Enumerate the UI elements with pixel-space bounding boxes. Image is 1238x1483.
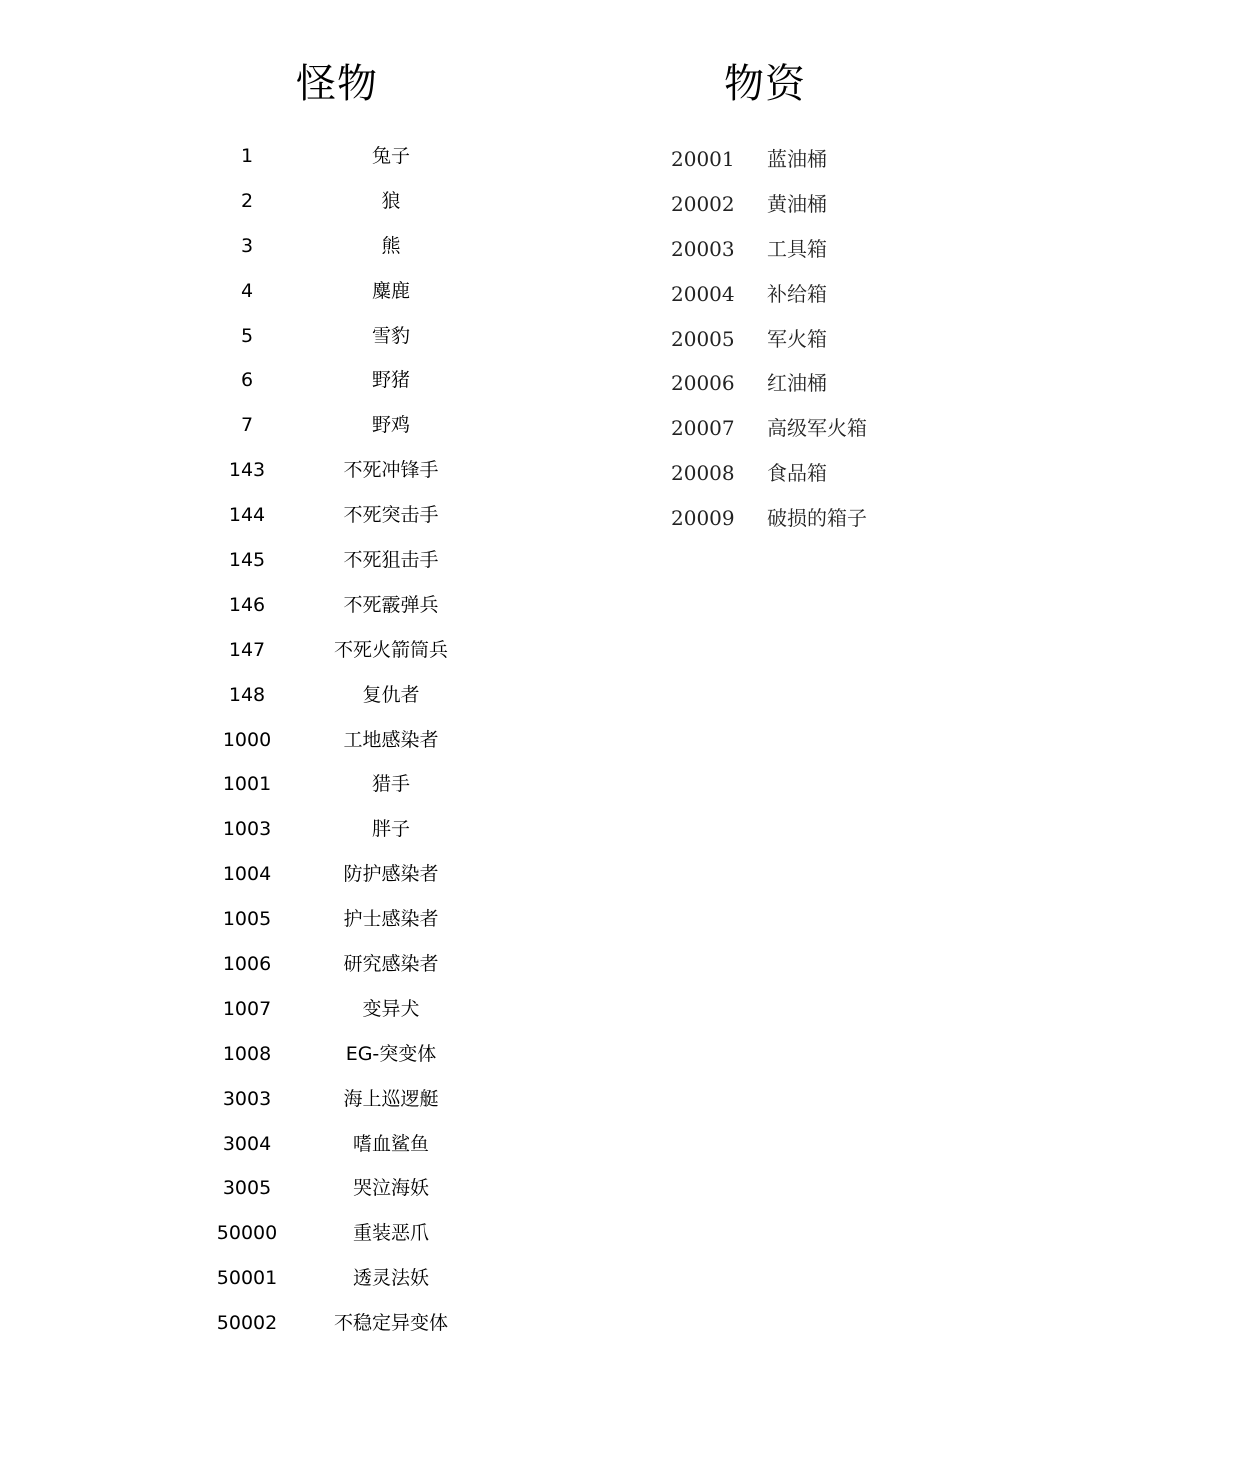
supply-id: 20004: [671, 281, 735, 306]
supply-name: 补给箱: [767, 281, 827, 306]
monster-id: 1008: [222, 1042, 272, 1065]
table-row: [0, 460, 1000, 505]
table-row: [0, 906, 600, 951]
monster-name: 猎手: [371, 773, 410, 796]
table-row: [0, 816, 600, 861]
monster-name: 工地感染者: [343, 728, 439, 751]
supply-id: 20005: [671, 326, 735, 351]
monster-name: 熊: [381, 234, 401, 257]
monster-id: 50000: [216, 1222, 278, 1245]
supply-table: [0, 146, 1000, 550]
monster-id: 145: [228, 549, 266, 572]
monster-id: 5: [240, 324, 254, 347]
monster-name: 哭泣海妖: [352, 1177, 429, 1200]
monster-name: 兔子: [371, 145, 410, 167]
monster-name: 海上巡逻艇: [343, 1087, 439, 1110]
table-row: [0, 996, 600, 1041]
table-row: [0, 1086, 600, 1131]
monster-id: 3005: [222, 1177, 272, 1200]
monster-id: 1: [240, 145, 254, 167]
monster-id: 1000: [222, 728, 272, 751]
supply-id: 20002: [671, 191, 735, 216]
monster-id: 7: [240, 414, 254, 437]
monster-name: 不死冲锋手: [343, 459, 439, 482]
table-row: [0, 415, 1000, 460]
monster-name: 野猪: [371, 369, 410, 392]
table-row: [0, 326, 1000, 371]
supply-id: 20009: [671, 506, 735, 531]
monster-name: 野鸡: [371, 414, 410, 437]
table-row: [0, 861, 600, 906]
monster-name: 不死火箭筒兵: [333, 638, 448, 661]
monster-name: 雪豹: [371, 324, 410, 347]
monster-id: 2: [240, 189, 254, 212]
monster-id: 3003: [222, 1087, 272, 1110]
supply-id: 20007: [671, 416, 735, 441]
monster-name: 狼: [381, 189, 401, 212]
monster-id: 1004: [222, 863, 272, 886]
table-row: [0, 1265, 600, 1310]
table-row: [0, 637, 600, 682]
supply-name: 军火箱: [767, 326, 827, 351]
table-row: [0, 951, 600, 996]
table-row: [0, 281, 1000, 326]
supply-name: 工具箱: [767, 236, 827, 261]
supply-name: 蓝油桶: [767, 147, 827, 171]
supply-id: 20003: [671, 236, 735, 261]
supply-heading: 物资: [724, 61, 806, 107]
table-row: [0, 191, 1000, 236]
monster-name: 不死突击手: [343, 504, 439, 527]
table-row: [0, 727, 600, 772]
monster-id: 1001: [222, 773, 272, 796]
supply-id: 20008: [671, 461, 735, 486]
monster-id: 147: [228, 638, 266, 661]
table-row: [0, 1310, 600, 1355]
monster-id: 3004: [222, 1132, 272, 1155]
table-row: [0, 682, 600, 727]
monster-name: EG-突变体: [345, 1042, 437, 1065]
monster-name: 复仇者: [362, 683, 420, 706]
monster-name: 透灵法妖: [352, 1267, 429, 1290]
monster-id: 1006: [222, 953, 272, 976]
table-row: [0, 771, 600, 816]
monster-id: 1005: [222, 908, 272, 931]
supply-id: 20001: [671, 147, 735, 171]
monster-id: 146: [228, 593, 266, 616]
monster-id: 1003: [222, 818, 272, 841]
monster-name: 重装恶爪: [352, 1222, 429, 1245]
table-row: [0, 146, 1000, 191]
table-row: [0, 1220, 600, 1265]
table-row: [0, 236, 1000, 281]
table-row: [0, 1041, 600, 1086]
table-row: [0, 370, 1000, 415]
monster-name: 嗜血鲨鱼: [352, 1132, 429, 1155]
table-row: [0, 505, 1000, 550]
supply-id: 20006: [671, 371, 735, 396]
table-row: [0, 1175, 600, 1220]
monster-id: 143: [228, 459, 266, 482]
monster-id: 1007: [222, 997, 272, 1020]
monster-name: 不死狙击手: [343, 549, 439, 572]
monster-name: 不稳定异变体: [333, 1312, 448, 1335]
monster-name: 麋鹿: [371, 279, 410, 302]
table-row: [0, 592, 600, 637]
supply-name: 破损的箱子: [767, 506, 867, 531]
monster-id: 4: [240, 279, 254, 302]
monster-name: 胖子: [371, 818, 410, 841]
monster-id: 6: [240, 369, 254, 392]
monster-name: 不死霰弹兵: [343, 593, 439, 616]
supply-name: 红油桶: [767, 371, 827, 396]
supply-name: 黄油桶: [767, 191, 827, 216]
monster-id: 3: [240, 234, 254, 257]
monster-name: 变异犬: [362, 997, 420, 1020]
monster-name: 研究感染者: [343, 953, 439, 976]
monster-id: 144: [228, 504, 266, 527]
table-row: [0, 547, 600, 592]
monster-id: 50002: [216, 1312, 278, 1335]
monster-id: 50001: [216, 1267, 278, 1290]
supply-name: 高级军火箱: [767, 416, 867, 441]
monster-name: 护士感染者: [343, 908, 439, 931]
monster-id: 148: [228, 683, 266, 706]
supply-name: 食品箱: [767, 461, 827, 486]
monster-name: 防护感染者: [343, 863, 439, 886]
monster-heading: 怪物: [296, 61, 378, 107]
table-row: [0, 1131, 600, 1176]
